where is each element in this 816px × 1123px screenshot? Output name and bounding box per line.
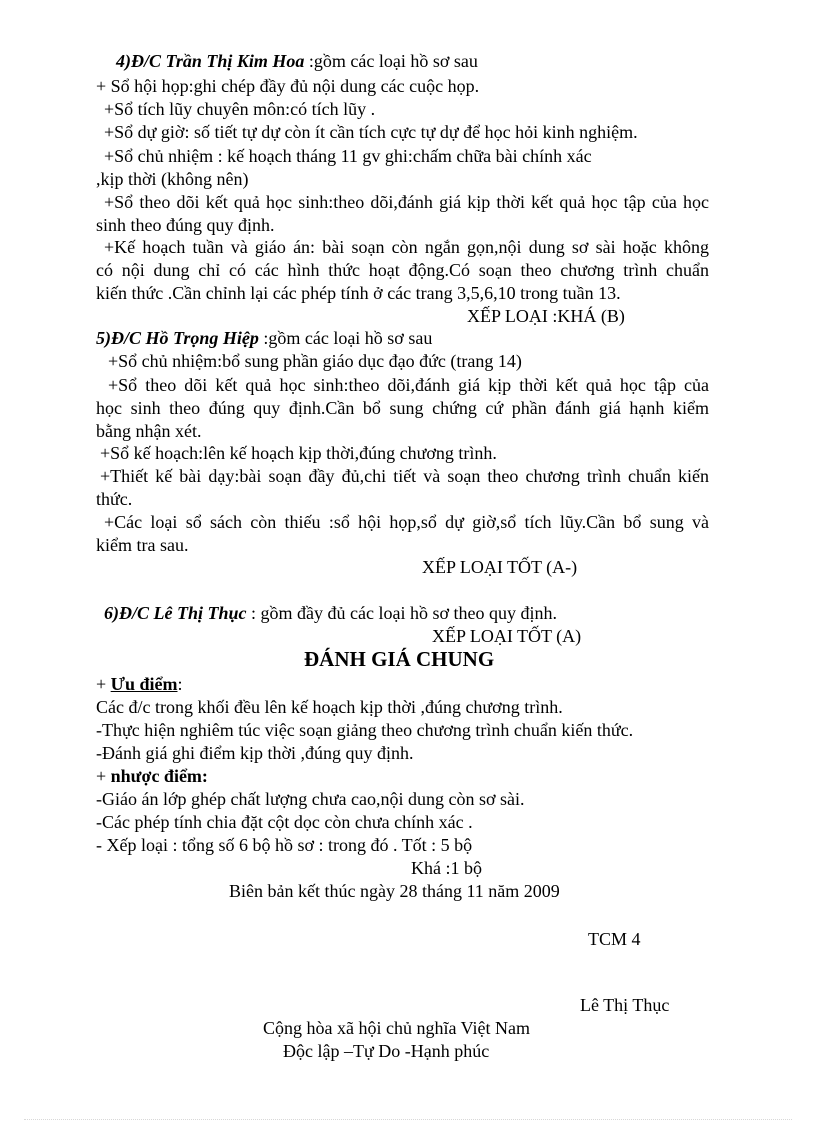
s6-rating: XẾP LOẠI TỐT (A): [432, 626, 582, 646]
s5-line-4: bằng nhận xét.: [96, 421, 202, 441]
advantages-suffix: :: [177, 674, 183, 694]
summary-kha: Khá :1 bộ: [411, 858, 482, 878]
section-5-intro: :gồm các loại hồ sơ sau: [258, 328, 433, 348]
s5-line-7: thức.: [96, 489, 133, 509]
closing-line: Biên bản kết thúc ngày 28 tháng 11 năm 2009: [229, 881, 560, 901]
disadvantage-1: -Giáo án lớp ghép chất lượng chưa cao,nội dung còn sơ sài.: [96, 789, 525, 809]
motto-line-2: Độc lập –Tự Do -Hạnh phúc: [283, 1041, 490, 1061]
s5-line-6: +Thiết kế bài dạy:bài soạn đầy đủ,chi tiết và soạn theo chương trình chuẩn kiến: [100, 466, 709, 486]
s4-line-6: +Sổ theo dõi kết quả học sinh:theo dõi,đánh giá kịp thời kết quả học tập của học: [104, 192, 709, 212]
signer-name: Lê Thị Thục: [580, 995, 670, 1015]
section-4-name: 4)Đ/C Trần Thị Kim Hoa: [116, 51, 305, 71]
advantage-2: -Thực hiện nghiêm túc việc soạn giảng theo chương trình chuẩn kiến thức.: [96, 720, 634, 740]
section-4-heading: [116, 50, 478, 72]
s5-line-3: học sinh theo đúng quy định.Cần bổ sung chứng cứ phần đánh giá hạnh kiểm: [96, 398, 709, 418]
disadvantage-2: -Các phép tính chia đặt cột dọc còn chưa chính xác .: [96, 812, 473, 832]
s5-line-5: +Sổ kế hoạch:lên kế hoạch kịp thời,đúng chương trình.: [100, 443, 497, 463]
advantage-3: -Đánh giá ghi điểm kịp thời ,đúng quy định.: [96, 743, 414, 763]
page-bottom-border: [24, 1119, 792, 1120]
s4-line-1: + Sổ hội họp:ghi chép đầy đủ nội dung các cuộc họp.: [96, 76, 480, 96]
motto-line-1: Cộng hòa xã hội chủ nghĩa Việt Nam: [263, 1018, 531, 1038]
s4-line-9: có nội dung chỉ có các hình thức hoạt động.Có soạn theo chương trình chuẩn: [96, 260, 709, 280]
s4-line-3: +Sổ dự giờ: số tiết tự dự còn ít cần tích cực tự dự để học hỏi kinh nghiệm.: [104, 122, 638, 142]
summary-total: - Xếp loại : tổng số 6 bộ hồ sơ : trong đó . Tốt : 5 bộ: [96, 835, 473, 855]
section-4-intro: :gồm các loại hồ sơ sau: [304, 51, 478, 71]
s5-rating: XẾP LOẠI TỐT (A-): [422, 557, 578, 577]
s5-line-1: +Sổ chủ nhiệm:bổ sung phần giáo dục đạo đức (trang 14): [108, 351, 522, 371]
s4-rating: XẾP LOẠI :KHÁ (B): [467, 306, 625, 326]
s4-line-8: +Kế hoạch tuần và giáo án: bài soạn còn ngắn gọn,nội dung sơ sài hoặc không: [104, 237, 709, 257]
s5-line-8: +Các loại sổ sách còn thiếu :sổ hội họp,sổ dự giờ,sổ tích lũy.Cần bổ sung và: [104, 512, 709, 532]
section-5-name: 5)Đ/C Hồ Trọng Hiệp: [96, 328, 259, 348]
general-title: ĐÁNH GIÁ CHUNG: [304, 647, 495, 671]
signer-role: TCM 4: [588, 929, 641, 949]
s4-line-10: kiến thức .Cần chỉnh lại các phép tính ở các trang 3,5,6,10 trong tuần 13.: [96, 283, 621, 303]
advantages-prefix: +: [96, 674, 111, 694]
disadvantages-prefix: +: [96, 766, 111, 786]
advantage-1: Các đ/c trong khối đều lên kế hoạch kịp thời ,đúng chương trình.: [96, 697, 563, 717]
advantages-heading: [96, 673, 183, 695]
disadvantages-label: nhược điểm:: [110, 766, 208, 786]
section-6-intro: : gồm đầy đủ các loại hồ sơ theo quy định.: [246, 603, 557, 623]
s4-line-2: +Sổ tích lũy chuyên môn:có tích lũy .: [104, 99, 376, 119]
s4-line-4: +Sổ chủ nhiệm : kế hoạch tháng 11 gv ghi:chấm chữa bài chính xác: [104, 146, 592, 166]
section-5-heading: [96, 327, 432, 349]
advantages-label: Ưu điểm: [110, 674, 178, 694]
section-6-heading: [104, 602, 557, 624]
section-6-name: 6)Đ/C Lê Thị Thục: [104, 603, 247, 623]
s4-line-7: sinh theo đúng quy định.: [96, 215, 275, 235]
s5-line-9: kiểm tra sau.: [96, 535, 189, 555]
s4-line-5: ,kịp thời (không nên): [96, 169, 249, 189]
disadvantages-heading: [96, 765, 208, 787]
s5-line-2: +Sổ theo dõi kết quả học sinh:theo dõi,đánh giá kịp thời kết quả học tập của: [108, 375, 709, 395]
